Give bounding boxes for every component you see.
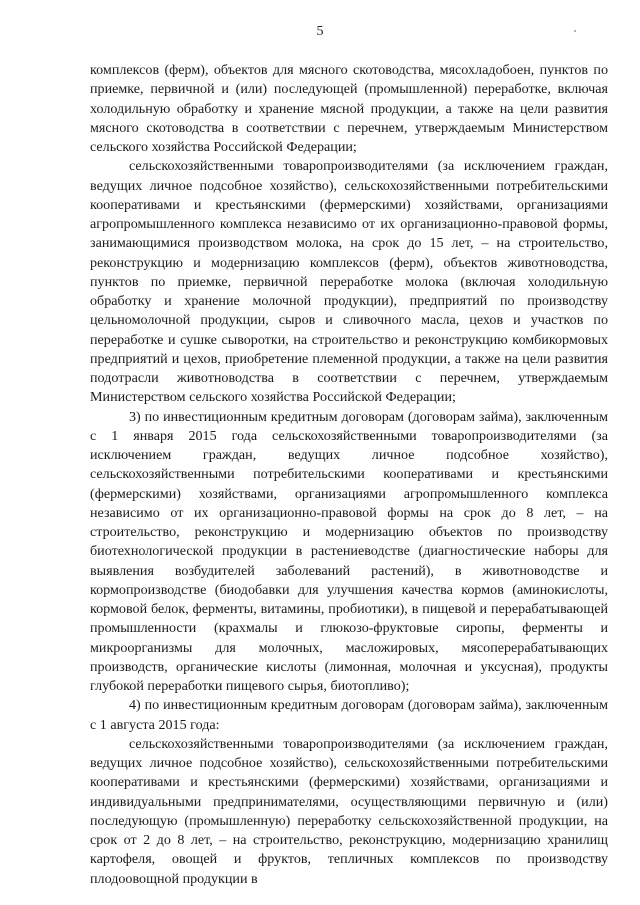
page-number: 5: [316, 24, 324, 39]
paragraph-item-4-producers: сельскохозяйственными товаропроизводителями (за исключением граждан, ведущих личное подсобное хозяйство), сельскохозяйственными потребительскими кооперативами и крестьянскими (фермерскими) хозяйствами, организациями и индивидуальными предпринимателями, осуществляющими первичную и (или) последующую (промышленную) переработку сельскохозяйственной продукции, на срок от 2 до 8 лет, – на строительство, реконструкцию, модернизацию хранилищ картофеля, овощей и фруктов, тепличных комплексов по производству плодоовощной продукции в: [90, 735, 608, 887]
paragraph-continuation: комплексов (ферм), объектов для мясного скотоводства, мясохладобоен, пунктов по приемке, первичной и (или) последующей (промышленной) переработке, включая холодильную обработку и хранение мясной продукции, а также на цели развития мясного скотоводства в соответствии с перечнем, утверждаемым Министерством сельского хозяйства Российской Федерации;: [90, 62, 608, 155]
scan-speck: [574, 30, 576, 32]
body-text: [90, 61, 608, 889]
paragraph-dairy-producers: сельскохозяйственными товаропроизводителями (за исключением граждан, ведущих личное подсобное хозяйство), сельскохозяйственными потребительскими кооперативами и крестьянскими (фермерскими) хозяйствами, организациями агропромышленного комплекса независимо от их организационно-правовой формы, занимающимися производством молока, на срок до 15 лет, – на строительство, реконструкцию и модернизацию комплексов (ферм), объектов животноводства, пунктов по приемке, первичной переработке молока (включая холодильную обработку и хранение молочной продукции), предприятий по производству цельномолочной продукции, сыров и сливочного масла, цехов и участков по переработке и сушке сыворотки, на строительство и реконструкцию комбикормовых предприятий и цехов, приобретение племенной продукции, а также на цели развития подотрасли животноводства в соответствии с перечнем, утверждаемым Министерством сельского хозяйства Российской Федерации;: [90, 158, 608, 406]
paragraph-item-3: 3) по инвестиционным кредитным договорам (договорам займа), заключенным с 1 января 2015 года сельскохозяйственными товаропроизводителями (за исключением граждан, ведущих личное подсобное хозяйство), сельскохозяйственными потребительскими кооперативами и крестьянскими (фермерскими) хозяйствами, организациями агропромышленного комплекса независимо от их организационно-правовой формы на срок до 8 лет, – на строительство, реконструкцию и модернизацию объектов по производству биотехнологической продукции в растениеводстве (диагностические наборы для выявления возбудителей заболеваний растений), в животноводстве и кормопроизводстве (биодобавки для улучшения качества кормов (аминокислоты, кормовой белок, ферменты, витамины, пробиотики), в пищевой и перерабатывающей промышленности (крахмалы и глюкозо-фруктовые сиропы, ферменты и микроорганизмы для молочных, масложировых, мясоперерабатывающих производств, органические кислоты (лимонная, молочная и уксусная), продукты глубокой переработки пищевого сырья, биотопливо);: [90, 408, 608, 694]
paragraph-item-4: 4) по инвестиционным кредитным договорам (договорам займа), заключенным с 1 августа 2015 года:: [90, 697, 608, 733]
